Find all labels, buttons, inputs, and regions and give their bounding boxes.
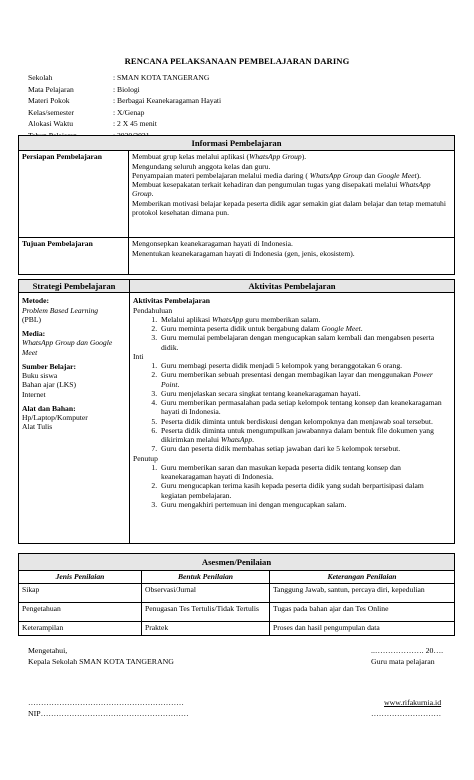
informasi-table <box>18 135 455 275</box>
alat-list <box>22 413 126 432</box>
persiapan-item: Membuat grup kelas melalui aplikasi (WhatsApp Group). <box>132 152 307 162</box>
info-key: Alokasi Waktu <box>28 119 74 128</box>
info-value: : Biologi <box>113 84 140 94</box>
pendahuluan-step: 3. Guru memulai pembelajaran dengan mengucapkan salam kembali dan mengabsen peserta didik. <box>159 333 451 352</box>
info-value: : X/Genap <box>113 107 145 117</box>
penutup-step: 2. Guru mengucapkan terima kasih kepada peserta didik yang sudah berpartisipasi dalam kegiatan pembelajaran. <box>159 481 451 500</box>
penutup-step: 1. Guru memberikan saran dan masukan kepada peserta didik tentang konsep dan keanekaragaman hayati di Indonesia. <box>159 463 451 482</box>
media-value: WhatsApp Group dan Google Meet <box>22 338 113 357</box>
sumber-item: Internet <box>22 389 46 399</box>
info-key: Materi Pokok <box>28 96 70 105</box>
asesmen-column-header: Jenis Penilaian <box>19 571 142 583</box>
info-value: : Berbagai Keanekaragaman Hayati <box>113 96 222 105</box>
asesmen-cell: Tanggung Jawab, santun, percaya diri, kepedulian <box>270 583 455 602</box>
asesmen-cell: Penugasan Tes Tertulis/Tidak Tertulis <box>142 602 270 621</box>
asesmen-cell: Praktek <box>142 621 270 635</box>
inti-step: 2. Guru memberikan sebuah presentasi dengan membagikan layar dan menggunakan Power Point. <box>159 370 451 389</box>
asesmen-cell: Pengetahuan <box>19 602 142 621</box>
table-row <box>19 583 455 602</box>
document-title: RENCANA PELAKSANAAN PEMBELAJARAN DARING <box>124 56 350 66</box>
metode-label: Metode: <box>22 296 49 306</box>
asesmen-cell: Sikap <box>19 583 142 602</box>
media-label: Media: <box>22 329 46 339</box>
inti-step: 4. Guru memberikan permasalahan pada setiap kelompok tentang konsep dan keanekaragaman hayati di Indonesia. <box>159 398 451 417</box>
persiapan-item: Penyampaian materi pembelajaran melalui media daring ( WhatsApp Group dan Google Meet). <box>132 170 422 180</box>
strategi-table <box>18 279 455 544</box>
alat-item: Alat Tulis <box>22 422 53 432</box>
info-value: : 2 X 45 menit <box>113 119 157 128</box>
pendahuluan-label: Pendahuluan <box>133 305 173 315</box>
inti-step: 7. Guru dan peserta didik membahas setiap jawaban dari ke 5 kelompok tersebut. <box>159 444 451 453</box>
penutup-label: Penutup <box>133 453 158 463</box>
metode-value: Problem Based Learning <box>22 305 99 315</box>
signature-line-left: …………………………………………………… <box>28 698 184 707</box>
asesmen-cell: Tugas pada bahan ajar dan Tes Online <box>270 602 455 621</box>
inti-step: 5. Peserta didik diminta untuk berdiskusi dengan kelompoknya dan menjawab soal tersebut. <box>159 417 451 426</box>
persiapan-item: Membuat kesepakatan terkait kehadiran dan pengumulan tugas yang disepakati melalui WhatsApp Group. <box>132 180 431 199</box>
inti-label: Inti <box>133 351 144 361</box>
alat-label: Alat dan Bahan: <box>22 403 76 413</box>
website-link[interactable]: www.rifakurnia.id <box>384 698 442 707</box>
asesmen-table <box>18 553 455 636</box>
tujuan-item: Mengonsepkan keanekaragaman hayati di Indonesia. <box>132 239 293 249</box>
asesmen-column-header: Bentuk Penilaian <box>142 571 270 583</box>
signature-line-right: ……………………… <box>371 709 442 718</box>
asesmen-cell: Keterampilan <box>19 621 142 635</box>
inti-step: 1. Guru membagi peserta didik menjadi 5 kelompok yang beranggotakan 6 orang. <box>159 361 451 370</box>
asesmen-header: Asesmen/Penilaian <box>19 554 455 571</box>
identity-block <box>28 73 221 142</box>
penutup-step: 3. Guru mengakhiri pertemuan ini dengan mengucapkan salam. <box>159 500 451 509</box>
date-field: ..………………. 20…. <box>371 646 444 655</box>
informasi-header: Informasi Pembelajaran <box>19 136 455 151</box>
persiapan-item: Memberikan motivasi belajar kepada peserta didik agar semakin giat dalam belajar dan tetap mematuhi protokol kesehatan dimana pun. <box>132 198 446 217</box>
pendahuluan-step: 2. Guru meminta peserta didik untuk bergabung dalam Google Meet. <box>159 324 451 333</box>
table-row <box>19 602 455 621</box>
penutup-list <box>133 463 451 509</box>
strategi-cell <box>19 293 130 544</box>
pendahuluan-list <box>133 315 451 352</box>
metode-abbr: (PBL) <box>22 314 41 324</box>
info-key: Sekolah <box>28 73 53 82</box>
pendahuluan-step: 1. Melalui aplikasi WhatsApp guru memberikan salam. <box>159 315 451 324</box>
aktivitas-label: Aktivitas Pembelajaran <box>133 296 210 306</box>
info-row <box>28 85 221 97</box>
table-row <box>19 621 455 635</box>
tujuan-label: Tujuan Pembelajaran <box>19 238 129 275</box>
inti-step: 3. Guru menjelaskan secara singkat tentang keanekaragaman hayati. <box>159 389 451 398</box>
asesmen-column-header: Keterangan Penilaian <box>270 571 455 583</box>
tujuan-item: Menentukan keanekaragaman hayati di Indonesia (gen, jenis, ekosistem). <box>132 248 355 258</box>
info-row <box>28 119 221 131</box>
guru-text: Guru mata pelajaran <box>371 657 435 666</box>
info-key: Mata Pelajaran <box>28 84 74 94</box>
aktivitas-header: Aktivitas Pembelajaran <box>130 280 455 293</box>
sumber-list <box>22 371 126 399</box>
asesmen-cell: Proses dan hasil pengumpulan data <box>270 621 455 635</box>
alat-item: Hp/Laptop/Komputer <box>22 413 88 423</box>
mengetahui-text: Mengetahui, <box>28 646 68 655</box>
sumber-label: Sumber Belajar: <box>22 361 77 371</box>
inti-list <box>133 361 451 454</box>
persiapan-label: Persiapan Pembelajaran <box>19 151 129 238</box>
strategi-header: Strategi Pembelajaran <box>19 280 130 293</box>
tujuan-list <box>129 238 455 275</box>
aktivitas-cell <box>130 293 455 544</box>
info-row <box>28 108 221 120</box>
persiapan-list <box>129 151 455 238</box>
inti-step: 6. Peserta didik diminta untuk mengumpulkan jawabannya dalam bentuk file dokumen yang dikirimkan melalui WhatsApp. <box>159 426 451 445</box>
info-key: Kelas/semester <box>28 107 74 117</box>
info-row <box>28 96 221 108</box>
kepala-sekolah-text: Kepala Sekolah SMAN KOTA TANGERANG <box>28 657 174 666</box>
info-row <box>28 73 221 85</box>
persiapan-item: Mengundang seluruh anggota kelas dan guru. <box>132 161 271 171</box>
nip-field: NIP………………………………………………… <box>28 709 189 718</box>
sumber-item: Buku siswa <box>22 371 58 381</box>
sumber-item: Bahan ajar (LKS) <box>22 380 76 390</box>
info-value: : SMAN KOTA TANGERANG <box>113 73 210 82</box>
asesmen-cell: Observasi/Jurnal <box>142 583 270 602</box>
